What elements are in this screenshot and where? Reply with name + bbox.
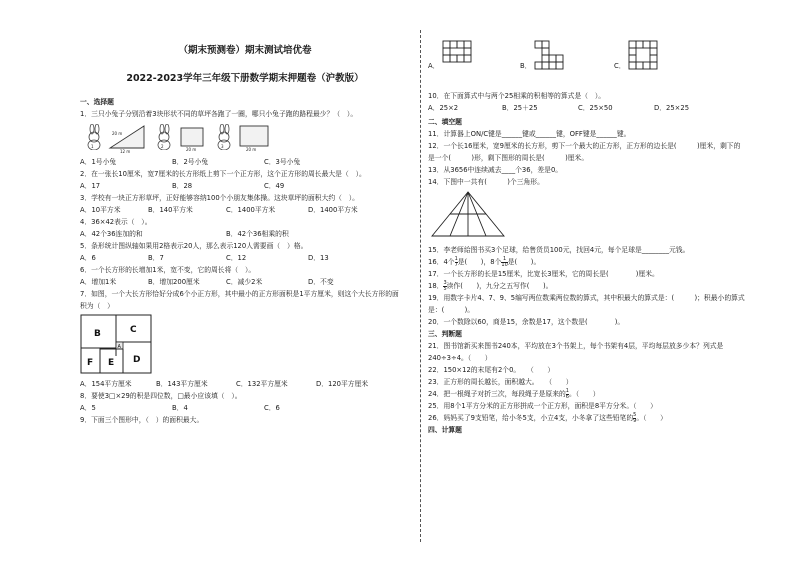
triangle-lawn-figure: [108, 124, 148, 154]
option-b[interactable]: B．42个36相乘的积: [226, 230, 289, 238]
question-2: 2．在一张长10厘米，宽7厘米的长方形纸上剪下一个正方形，这个正方形的周长最大是（ ）。: [80, 170, 366, 178]
question-21-line1: 21．图书馆新买来图书240本，平均放在3个书架上，每个书架有4层，平均每层放多少本？列式是: [428, 342, 724, 350]
question-20: 20．一个数除以60，商是15，余数是17，这个数是( )。: [428, 318, 625, 326]
right-column: [428, 38, 783, 436]
question-6-options: [80, 276, 410, 288]
question-9: 9．下面三个图形中，（ ）的面积最大。: [80, 416, 204, 424]
option-b[interactable]: B．28: [172, 182, 193, 190]
column-divider: [420, 30, 421, 542]
option-c[interactable]: C．12: [226, 254, 247, 262]
question-19-line1: 19．用数字卡片4、7、9、5编写两位数乘两位数的算式，其中积最大的算式是：( )；积最小的算式: [428, 294, 745, 302]
question-18: 18． $\frac{3}{5}$ 读作( )，九分之五写作( )。: [428, 279, 553, 292]
question-4-options: [80, 228, 410, 240]
question-1-figure: [80, 124, 410, 154]
option-b[interactable]: B．7: [148, 254, 164, 262]
option-a[interactable]: A．25×2: [428, 104, 459, 112]
svg-text:1: 1: [91, 144, 94, 149]
question-3: 3．学校有一块正方形草坪，正好能够容纳100个小朋友集体操。这块草坪的面积大约（ ）。: [80, 194, 359, 202]
question-7-figure: [80, 314, 410, 376]
option-d[interactable]: D．1400平方米: [308, 206, 358, 214]
question-15: 15．李老师給图书买3个足球，给售货员100元，找回4元，每个足球是________元钱。: [428, 246, 690, 254]
option-a[interactable]: A．增加1米: [80, 278, 117, 286]
question-10-options: [428, 102, 783, 114]
question-10: 10．在下面算式中与两个25相乘的积相等的算式是（ ）。: [428, 92, 606, 100]
option-c[interactable]: C．25×50: [578, 104, 613, 112]
question-7-line2: 积为（ ）: [80, 302, 114, 310]
fraction-three-fifths: $\frac{3}{5}$: [443, 279, 447, 292]
question-5-options: [80, 252, 410, 264]
question-8-options: [80, 402, 410, 414]
question-14-figure: [428, 190, 783, 242]
exam-subtitle: 2022-2023学年三年级下册数学期末押题卷（沪教版）: [126, 73, 364, 84]
option-a[interactable]: A．17: [80, 182, 101, 190]
option-b[interactable]: B．: [520, 62, 532, 70]
svg-text:2: 2: [161, 144, 164, 149]
option-d[interactable]: D．不变: [308, 278, 334, 286]
option-c[interactable]: C．3号小兔: [264, 158, 301, 166]
rabbit-3-icon: [212, 124, 236, 150]
question-22: 22．150×12的末尾有2个0。 （ ）: [428, 366, 555, 374]
option-a[interactable]: A．: [428, 62, 440, 70]
option-a[interactable]: A．1号小兔: [80, 158, 117, 166]
exam-title: （期末预测卷）期末测试培优卷: [178, 45, 312, 56]
rabbit-2-icon: [152, 124, 176, 150]
option-d[interactable]: D．25×25: [654, 104, 690, 112]
triangle-count-figure: [428, 190, 508, 240]
question-17: 17．一个长方形的长是15厘米，比宽长3厘米，它的周长是( )厘米。: [428, 270, 659, 278]
square-c-label: C: [130, 325, 137, 335]
question-26: 26．妈妈买了9支铅笔，给小冬5支，小立4支，小冬拿了这些铅笔的 $\frac{5}{9}$ 。（ ）: [428, 411, 667, 424]
question-24: 24．把一根绳子对折三次，每段绳子是原来的 $\frac{1}{6}$ 。（ ）: [428, 387, 600, 400]
fraction-one-sixth: $\frac{1}{6}$: [565, 387, 569, 400]
question-19-line2: 是：( )。: [428, 306, 475, 314]
question-1: 1．三只小兔子分别沿着3块形状不同的草坪各跑了一圈，哪只小兔子跑的路程最少？（ ）。: [80, 110, 358, 118]
section-calc-title: 四、计算题: [428, 426, 462, 434]
square-lawn-figure: [178, 124, 208, 154]
question-23: 23．正方形的周长越长，面积越大。 （ ）: [428, 378, 573, 386]
option-d[interactable]: D．120平方厘米: [316, 380, 369, 388]
question-16: 16．4个 $\frac{1}{7}$ 是( )，8个 $\frac{1}{10}$ 是( )。: [428, 255, 541, 268]
option-c[interactable]: C．: [614, 62, 626, 70]
question-4: 4．36×42表示（ ）。: [80, 218, 152, 226]
option-c[interactable]: C．减少2米: [226, 278, 263, 286]
option-b[interactable]: B．140平方米: [148, 206, 193, 214]
fraction-one-seventh: $\frac{1}{7}$: [454, 255, 458, 268]
question-21-line2: 240÷3÷4。（ ）: [428, 354, 492, 362]
square-b-label: B: [94, 329, 101, 339]
square-lawn-label: 20 m: [186, 147, 197, 152]
fraction-five-ninths: $\frac{5}{9}$: [633, 411, 637, 424]
option-b[interactable]: B．143平方厘米: [156, 380, 208, 388]
fraction-one-tenth: $\frac{1}{10}$: [501, 255, 508, 268]
option-b[interactable]: B．4: [172, 404, 188, 412]
question-5: 5．条形统计图纵轴如果用2格表示20人，那么表示120人需要画（ ）格。: [80, 242, 308, 250]
square-d-label: D: [133, 355, 141, 365]
option-c[interactable]: C．132平方厘米: [236, 380, 288, 388]
question-13: 13．从3656中连续减去____个36，差是0。: [428, 166, 563, 174]
rabbit-1-icon: [82, 124, 106, 150]
question-12-line1: 12．一个长16厘米，宽9厘米的长方形，剪下一个最大的正方形，正方形的边长是( )厘米，剩下的: [428, 142, 741, 150]
figure-c-shape: [628, 40, 658, 70]
option-a[interactable]: A．5: [80, 404, 96, 412]
squares-rectangle-figure: [80, 314, 152, 374]
question-6: 6．一个长方形的长增加1米，宽不变，它的周长将（ ）。: [80, 266, 256, 274]
question-7-line1: 7．如图，一个大长方形恰好分成6个小正方形，其中最小的正方形面积是1平方厘米，则这个大长方形的面: [80, 290, 399, 298]
option-c[interactable]: C．49: [264, 182, 285, 190]
question-12-line2: 是一个( )形，剩下图形的周长是( )厘米。: [428, 154, 589, 162]
question-2-options: [80, 180, 410, 192]
section-fill-title: 二、填空题: [428, 118, 462, 126]
option-a[interactable]: A．42个36连加的和: [80, 230, 143, 238]
square-a-label: A: [117, 344, 121, 350]
triangle-base-label: 12 m: [120, 149, 131, 154]
question-3-options: [80, 204, 410, 216]
question-11: 11．计算器上ON/C键是______键或______键，OFF键是______键。: [428, 130, 631, 138]
square-f-label: F: [87, 358, 94, 368]
option-d[interactable]: D．13: [308, 254, 329, 262]
triangle-side-label: 20 m: [112, 131, 123, 136]
question-7-options: [80, 378, 410, 390]
option-b[interactable]: B．增加200厘米: [148, 278, 200, 286]
question-9-figures: [428, 38, 783, 72]
option-a[interactable]: A．154平方厘米: [80, 380, 132, 388]
question-14: 14．下图中一共有( )个三角形。: [428, 178, 544, 186]
question-25: 25．用8个1平方分米的正方形拼成一个正方形，面积是8平方分米。（ ）: [428, 402, 657, 410]
figure-a-shape: [442, 40, 472, 70]
option-c[interactable]: C．6: [264, 404, 280, 412]
figure-b-shape: [534, 40, 564, 70]
section-choice-title: 一、选择题: [80, 98, 114, 106]
option-a[interactable]: A．6: [80, 254, 96, 262]
question-8: 8．要使3□×29的积是四位数，□最小应该填（ ）。: [80, 392, 242, 400]
rectangle-lawn-figure: [238, 124, 272, 154]
option-a[interactable]: A．10平方米: [80, 206, 121, 214]
option-b[interactable]: B．2号小兔: [172, 158, 209, 166]
option-b[interactable]: B．25＋25: [502, 104, 538, 112]
section-judge-title: 三、判断题: [428, 330, 462, 338]
svg-text:3: 3: [221, 144, 224, 149]
square-e-label: E: [108, 358, 115, 368]
rectangle-lawn-label: 20 m: [246, 147, 257, 152]
left-column: [80, 38, 410, 426]
question-1-options: [80, 156, 410, 168]
option-c[interactable]: C．1400平方米: [226, 206, 276, 214]
